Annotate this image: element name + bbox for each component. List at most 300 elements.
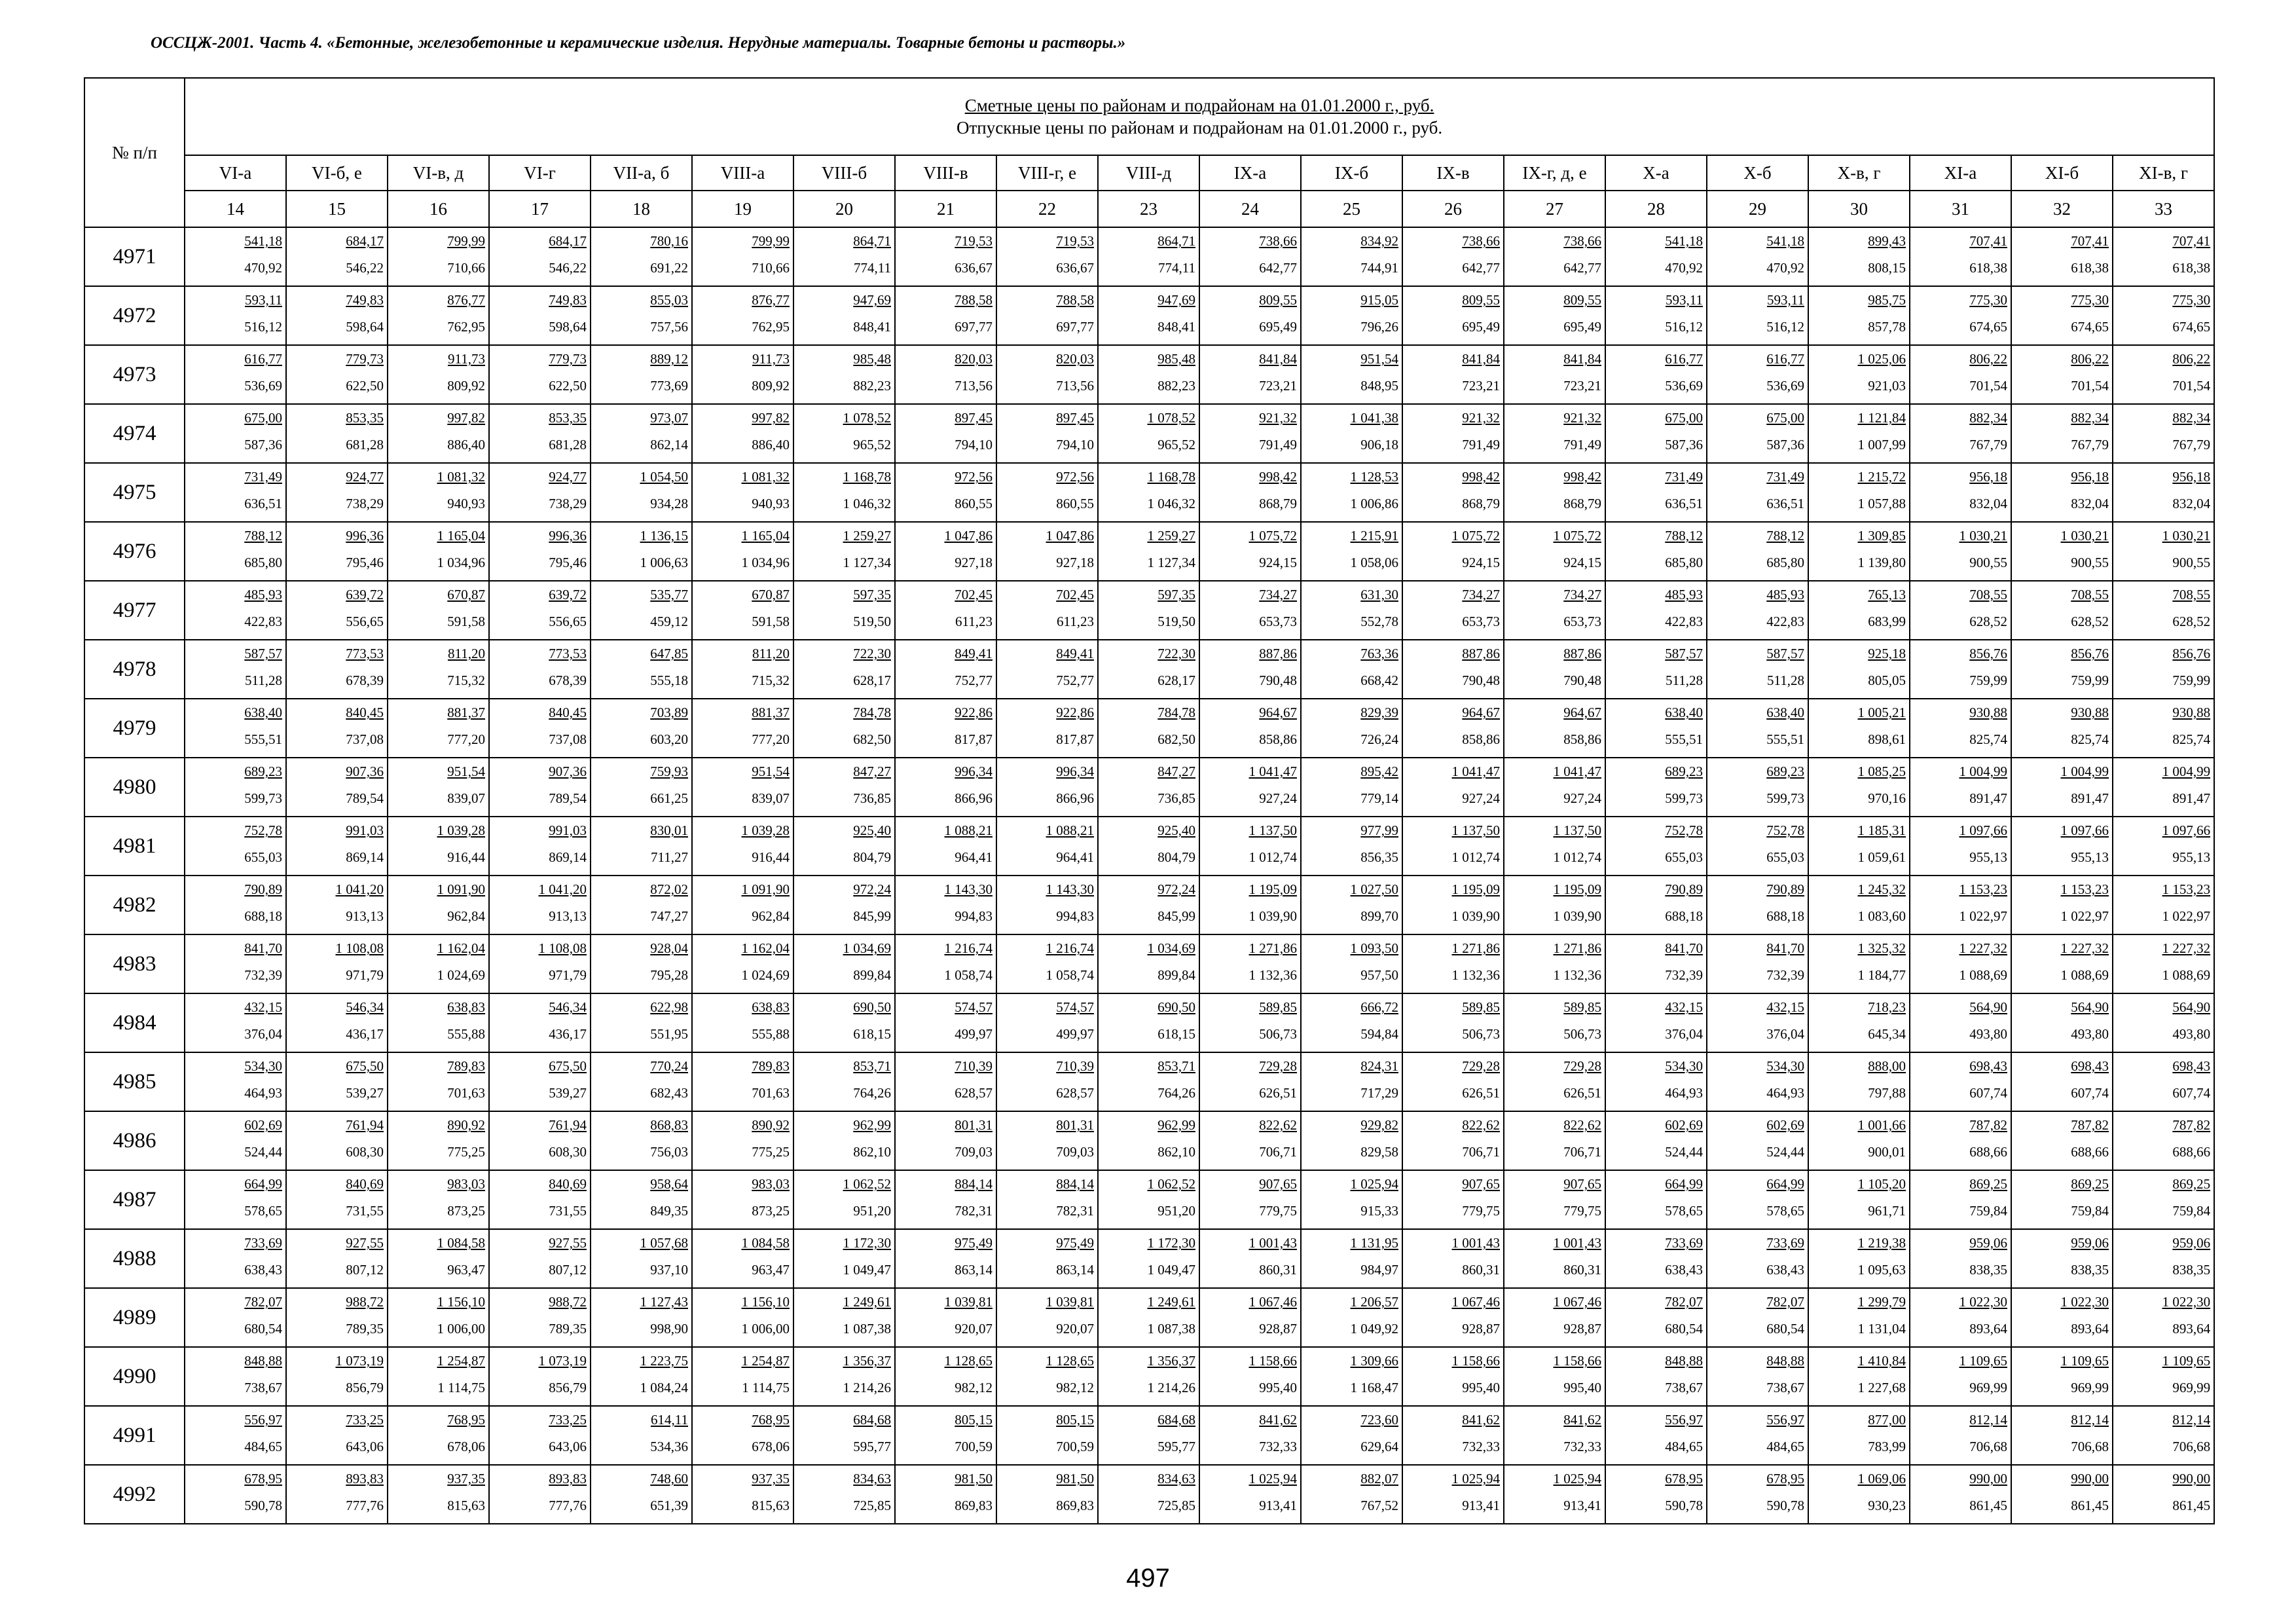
release-price: 849,35	[650, 1203, 688, 1219]
price-cell	[1707, 1347, 1808, 1406]
region-header: IX-г, д, е	[1504, 155, 1605, 191]
price-cell	[1605, 640, 1707, 699]
estimate-price: 703,89	[650, 705, 688, 720]
estimate-price: 841,84	[1462, 351, 1500, 367]
price-cell	[1504, 758, 1605, 817]
price-cell	[2011, 817, 2113, 876]
release-price: 594,84	[1360, 1026, 1398, 1042]
price-cell	[185, 699, 286, 758]
price-cell	[591, 1229, 692, 1288]
price-cell	[1301, 1465, 1402, 1524]
estimate-price: 848,88	[1665, 1353, 1703, 1369]
estimate-price: 602,69	[244, 1117, 282, 1133]
release-price: 1 088,69	[2162, 967, 2211, 983]
estimate-price: 956,18	[1969, 469, 2007, 485]
estimate-price: 790,89	[244, 881, 282, 897]
estimate-price: 589,85	[1462, 999, 1500, 1015]
estimate-price: 853,35	[549, 410, 587, 426]
estimate-price: 1 156,10	[741, 1294, 790, 1310]
release-price: 860,31	[1462, 1262, 1500, 1278]
estimate-price: 922,86	[1056, 705, 1094, 720]
price-cell	[1910, 1465, 2011, 1524]
estimate-price: 733,25	[549, 1412, 587, 1428]
release-price: 777,20	[447, 731, 485, 747]
release-price: 789,35	[549, 1321, 587, 1337]
release-price: 599,73	[1665, 790, 1703, 806]
price-cell	[1504, 1288, 1605, 1347]
release-price: 638,43	[1766, 1262, 1804, 1278]
row-number: 4988	[84, 1229, 185, 1288]
price-cell	[1402, 404, 1504, 463]
price-cell	[1301, 227, 1402, 286]
release-price: 738,29	[549, 496, 587, 511]
release-price: 678,06	[447, 1439, 485, 1454]
estimate-price: 638,40	[244, 705, 282, 720]
estimate-price: 1 001,43	[1553, 1235, 1601, 1251]
release-price: 731,55	[549, 1203, 587, 1219]
price-cell	[286, 1052, 388, 1111]
price-cell	[692, 640, 793, 699]
release-price: 913,41	[1462, 1498, 1500, 1513]
estimate-price: 887,86	[1563, 646, 1601, 661]
price-cell	[895, 758, 996, 817]
release-price: 869,14	[549, 849, 587, 865]
estimate-price: 738,66	[1462, 233, 1500, 249]
release-price: 591,58	[447, 614, 485, 629]
release-price: 681,28	[346, 437, 384, 452]
estimate-price: 593,11	[1666, 292, 1703, 308]
price-cell	[1707, 522, 1808, 581]
column-number: 22	[996, 191, 1098, 227]
price-cell	[489, 1052, 591, 1111]
release-price: 731,55	[346, 1203, 384, 1219]
release-price: 906,18	[1360, 437, 1398, 452]
release-price: 795,46	[346, 555, 384, 570]
release-price: 737,08	[346, 731, 384, 747]
price-cell	[1808, 876, 1910, 934]
estimate-price: 1 075,72	[1451, 528, 1500, 544]
release-price: 638,43	[1665, 1262, 1703, 1278]
price-cell	[2011, 640, 2113, 699]
release-price: 951,20	[1157, 1203, 1195, 1219]
price-cell	[1504, 993, 1605, 1052]
estimate-price: 589,85	[1259, 999, 1297, 1015]
release-price: 688,66	[2172, 1144, 2211, 1160]
release-price: 710,66	[752, 260, 790, 276]
release-price: 506,73	[1259, 1026, 1297, 1042]
estimate-price: 670,87	[752, 587, 790, 602]
release-price: 1 046,32	[1147, 496, 1195, 511]
estimate-price: 1 097,66	[2060, 822, 2109, 838]
estimate-price: 822,62	[1563, 1117, 1601, 1133]
release-price: 626,51	[1259, 1085, 1297, 1101]
estimate-price: 1 004,99	[2060, 764, 2109, 779]
price-cell	[1707, 1288, 1808, 1347]
estimate-price: 1 168,78	[843, 469, 891, 485]
estimate-price: 928,04	[650, 940, 688, 956]
release-price: 868,79	[1259, 496, 1297, 511]
estimate-price: 690,50	[1157, 999, 1195, 1015]
price-cell	[591, 345, 692, 404]
estimate-price: 876,77	[752, 292, 790, 308]
estimate-price: 790,89	[1766, 881, 1804, 897]
price-cell	[2113, 876, 2214, 934]
release-price: 873,25	[752, 1203, 790, 1219]
estimate-price: 1 227,32	[2060, 940, 2109, 956]
estimate-price: 698,43	[1969, 1058, 2007, 1074]
estimate-price: 841,70	[244, 940, 282, 956]
estimate-price: 998,42	[1462, 469, 1500, 485]
estimate-price: 432,15	[1766, 999, 1804, 1015]
estimate-price: 1 039,81	[1046, 1294, 1094, 1310]
price-cell	[1301, 1052, 1402, 1111]
price-cell	[1707, 934, 1808, 993]
release-price: 697,77	[955, 319, 993, 335]
region-header: VIII-в	[895, 155, 996, 191]
release-price: 685,80	[1665, 555, 1703, 570]
price-cell	[185, 345, 286, 404]
release-price: 737,08	[549, 731, 587, 747]
price-cell	[489, 1347, 591, 1406]
estimate-price: 1 039,81	[944, 1294, 993, 1310]
price-cell	[1402, 993, 1504, 1052]
estimate-price: 956,18	[2071, 469, 2109, 485]
estimate-price: 1 078,52	[1147, 410, 1195, 426]
estimate-price: 929,82	[1360, 1117, 1398, 1133]
release-price: 628,17	[853, 673, 891, 688]
release-price: 636,67	[955, 260, 993, 276]
price-cell	[996, 934, 1098, 993]
release-price: 747,27	[650, 908, 688, 924]
estimate-price: 485,93	[1766, 587, 1804, 602]
estimate-price: 922,86	[955, 705, 993, 720]
price-cell	[286, 1347, 388, 1406]
release-price: 757,56	[650, 319, 688, 335]
estimate-price: 947,69	[853, 292, 891, 308]
estimate-price: 809,55	[1259, 292, 1297, 308]
price-cell	[1910, 404, 2011, 463]
estimate-price: 864,71	[1157, 233, 1195, 249]
release-price: 511,28	[245, 673, 282, 688]
release-price: 1 088,69	[2060, 967, 2109, 983]
estimate-price: 1 227,32	[2162, 940, 2211, 956]
estimate-price: 809,55	[1563, 292, 1601, 308]
release-price: 775,25	[752, 1144, 790, 1160]
price-cell	[1098, 463, 1199, 522]
estimate-price: 784,78	[1157, 705, 1195, 720]
release-price: 1 139,80	[1857, 555, 1906, 570]
estimate-price: 1 172,30	[1147, 1235, 1195, 1251]
price-cell	[996, 640, 1098, 699]
release-price: 555,18	[650, 673, 688, 688]
release-price: 825,74	[1969, 731, 2007, 747]
region-header: VI-в, д	[388, 155, 489, 191]
price-cell	[895, 1229, 996, 1288]
estimate-price: 670,87	[447, 587, 485, 602]
price-cell	[489, 1406, 591, 1465]
estimate-price: 975,49	[955, 1235, 993, 1251]
release-price: 838,35	[1969, 1262, 2007, 1278]
price-cell	[185, 463, 286, 522]
release-price: 376,04	[1766, 1026, 1804, 1042]
release-price: 688,18	[1665, 908, 1703, 924]
price-cell	[996, 1465, 1098, 1524]
estimate-price: 981,50	[955, 1471, 993, 1486]
price-cell	[1808, 1288, 1910, 1347]
price-cell	[1199, 817, 1301, 876]
price-cell	[591, 758, 692, 817]
estimate-price: 893,83	[549, 1471, 587, 1486]
region-header: VI-б, е	[286, 155, 388, 191]
estimate-price: 799,99	[447, 233, 485, 249]
release-price: 470,92	[244, 260, 282, 276]
estimate-price: 1 039,28	[741, 822, 790, 838]
price-cell	[286, 876, 388, 934]
price-cell	[591, 640, 692, 699]
price-cell	[286, 934, 388, 993]
estimate-price: 1 109,65	[1959, 1353, 2007, 1369]
price-cell	[895, 463, 996, 522]
price-cell	[793, 286, 895, 345]
estimate-price: 733,69	[1766, 1235, 1804, 1251]
release-price: 774,11	[1158, 260, 1195, 276]
estimate-price: 911,73	[448, 351, 485, 367]
price-cell	[1301, 1229, 1402, 1288]
release-price: 700,59	[1056, 1439, 1094, 1454]
estimate-price: 840,45	[346, 705, 384, 720]
row-number: 4980	[84, 758, 185, 817]
price-cell	[1605, 522, 1707, 581]
price-cell	[692, 934, 793, 993]
price-cell	[1098, 993, 1199, 1052]
table-row	[84, 934, 2214, 993]
release-price: 809,92	[752, 378, 790, 394]
price-cell	[1098, 640, 1199, 699]
price-cell	[1504, 581, 1605, 640]
release-price: 725,85	[1157, 1498, 1195, 1513]
release-price: 1 049,92	[1350, 1321, 1398, 1337]
price-cell	[185, 1288, 286, 1347]
release-price: 680,54	[1665, 1321, 1703, 1337]
estimate-price: 1 215,72	[1857, 469, 1906, 485]
price-cell	[1605, 699, 1707, 758]
price-cell	[692, 699, 793, 758]
price-cell	[2011, 404, 2113, 463]
estimate-price: 616,77	[244, 351, 282, 367]
price-cell	[489, 286, 591, 345]
price-cell	[185, 404, 286, 463]
release-price: 516,12	[1766, 319, 1804, 335]
price-cell	[1910, 1052, 2011, 1111]
release-price: 511,28	[1666, 673, 1703, 688]
estimate-price: 997,82	[752, 410, 790, 426]
estimate-price: 820,03	[955, 351, 993, 367]
document-header: ОССЦЖ-2001. Часть 4. «Бетонные, железобетонные и керамические изделия. Нерудные материалы. Товарные бетоны и растворы.»	[151, 34, 1126, 52]
estimate-price: 719,53	[1056, 233, 1094, 249]
price-cell	[1808, 1465, 1910, 1524]
price-cell	[793, 699, 895, 758]
price-cell	[1504, 522, 1605, 581]
price-cell	[1707, 1111, 1808, 1170]
price-cell	[591, 1465, 692, 1524]
column-number: 26	[1402, 191, 1504, 227]
release-price: 1 039,90	[1553, 908, 1601, 924]
price-cell	[388, 581, 489, 640]
price-cell	[692, 1288, 793, 1347]
price-cell	[1808, 581, 1910, 640]
estimate-price: 763,36	[1360, 646, 1398, 661]
release-price: 506,73	[1563, 1026, 1601, 1042]
row-number: 4982	[84, 876, 185, 934]
estimate-price: 877,00	[1868, 1412, 1906, 1428]
price-cell	[1504, 1347, 1605, 1406]
price-cell	[793, 1406, 895, 1465]
release-price: 534,36	[650, 1439, 688, 1454]
price-cell	[2011, 758, 2113, 817]
release-price: 913,13	[346, 908, 384, 924]
region-header: X-в, г	[1808, 155, 1910, 191]
estimate-price: 1 128,53	[1350, 469, 1398, 485]
release-price: 868,79	[1563, 496, 1601, 511]
price-cell	[286, 522, 388, 581]
price-cell	[895, 699, 996, 758]
estimate-price: 1 271,86	[1553, 940, 1601, 956]
price-cell	[895, 404, 996, 463]
estimate-price: 1 047,86	[1046, 528, 1094, 544]
estimate-price: 602,69	[1766, 1117, 1804, 1133]
price-cell	[2011, 522, 2113, 581]
release-price: 725,85	[853, 1498, 891, 1513]
release-price: 891,47	[2071, 790, 2109, 806]
table-body	[84, 227, 2214, 1524]
estimate-price: 790,89	[1665, 881, 1703, 897]
price-cell	[591, 404, 692, 463]
estimate-price: 684,68	[853, 1412, 891, 1428]
release-price: 710,66	[447, 260, 485, 276]
estimate-price: 638,40	[1665, 705, 1703, 720]
row-number: 4977	[84, 581, 185, 640]
release-price: 756,03	[650, 1144, 688, 1160]
estimate-price: 897,45	[955, 410, 993, 426]
price-cell	[1605, 1406, 1707, 1465]
release-price: 995,40	[1462, 1380, 1500, 1395]
price-cell	[1098, 345, 1199, 404]
estimate-price: 1 309,66	[1350, 1353, 1398, 1369]
release-price: 626,51	[1462, 1085, 1500, 1101]
price-cell	[1910, 227, 2011, 286]
estimate-price: 664,99	[1766, 1176, 1804, 1192]
price-cell	[1301, 404, 1402, 463]
estimate-price: 1 041,47	[1553, 764, 1601, 779]
release-price: 940,93	[447, 496, 485, 511]
release-price: 556,65	[549, 614, 587, 629]
release-price: 767,79	[1969, 437, 2007, 452]
estimate-price: 1 062,52	[1147, 1176, 1195, 1192]
estimate-price: 1 025,94	[1350, 1176, 1398, 1192]
estimate-price: 1 062,52	[843, 1176, 891, 1192]
estimate-price: 887,86	[1259, 646, 1297, 661]
release-price: 546,22	[346, 260, 384, 276]
release-price: 1 034,96	[741, 555, 790, 570]
estimate-price: 738,66	[1563, 233, 1601, 249]
release-price: 638,43	[244, 1262, 282, 1278]
release-price: 688,66	[1969, 1144, 2007, 1160]
release-price: 1 034,96	[437, 555, 485, 570]
estimate-price: 788,12	[244, 528, 282, 544]
estimate-price: 1 356,37	[1147, 1353, 1195, 1369]
estimate-price: 780,16	[650, 233, 688, 249]
price-cell	[793, 522, 895, 581]
estimate-price: 546,34	[346, 999, 384, 1015]
price-cell	[793, 993, 895, 1052]
release-price: 900,55	[2172, 555, 2211, 570]
release-price: 493,80	[2071, 1026, 2109, 1042]
estimate-price: 972,24	[1157, 881, 1195, 897]
estimate-price: 924,77	[549, 469, 587, 485]
release-price: 484,65	[1665, 1439, 1703, 1454]
price-cell	[1707, 876, 1808, 934]
price-cell	[388, 1406, 489, 1465]
estimate-price: 988,72	[549, 1294, 587, 1310]
estimate-price: 432,15	[1665, 999, 1703, 1015]
table-row	[84, 993, 2214, 1052]
release-price: 701,54	[2172, 378, 2211, 394]
release-price: 970,16	[1868, 790, 1906, 806]
estimate-price: 972,24	[853, 881, 891, 897]
estimate-price: 856,76	[2071, 646, 2109, 661]
price-cell	[1098, 1170, 1199, 1229]
release-price: 971,79	[549, 967, 587, 983]
estimate-price: 841,84	[1563, 351, 1601, 367]
price-cell	[1605, 876, 1707, 934]
price-cell	[1098, 699, 1199, 758]
estimate-price: 1 030,21	[1959, 528, 2007, 544]
price-cell	[996, 463, 1098, 522]
price-cell	[388, 699, 489, 758]
release-price: 994,83	[955, 908, 993, 924]
release-price: 796,26	[1360, 319, 1398, 335]
release-price: 767,79	[2071, 437, 2109, 452]
release-price: 862,14	[650, 437, 688, 452]
price-cell	[1402, 1052, 1504, 1111]
price-cell	[1808, 463, 1910, 522]
estimate-price: 616,77	[1766, 351, 1804, 367]
estimate-price: 911,73	[752, 351, 790, 367]
release-price: 790,48	[1563, 673, 1601, 688]
price-cell	[185, 758, 286, 817]
release-price: 484,65	[1766, 1439, 1804, 1454]
estimate-price: 1 216,74	[1046, 940, 1094, 956]
release-price: 995,40	[1563, 1380, 1601, 1395]
estimate-price: 782,07	[1766, 1294, 1804, 1310]
release-price: 622,50	[549, 378, 587, 394]
price-cell	[2113, 522, 2214, 581]
release-price: 1 184,77	[1857, 967, 1906, 983]
price-cell	[1605, 1170, 1707, 1229]
release-price: 1 012,74	[1248, 849, 1297, 865]
estimate-price: 1 075,72	[1553, 528, 1601, 544]
release-price: 767,52	[1360, 1498, 1398, 1513]
estimate-price: 897,45	[1056, 410, 1094, 426]
price-cell	[996, 1229, 1098, 1288]
release-price: 628,57	[955, 1085, 993, 1101]
estimate-price: 707,41	[1969, 233, 2007, 249]
release-price: 862,10	[1157, 1144, 1195, 1160]
release-price: 1 006,63	[640, 555, 688, 570]
release-price: 779,75	[1462, 1203, 1500, 1219]
price-cell	[1808, 993, 1910, 1052]
row-number: 4978	[84, 640, 185, 699]
